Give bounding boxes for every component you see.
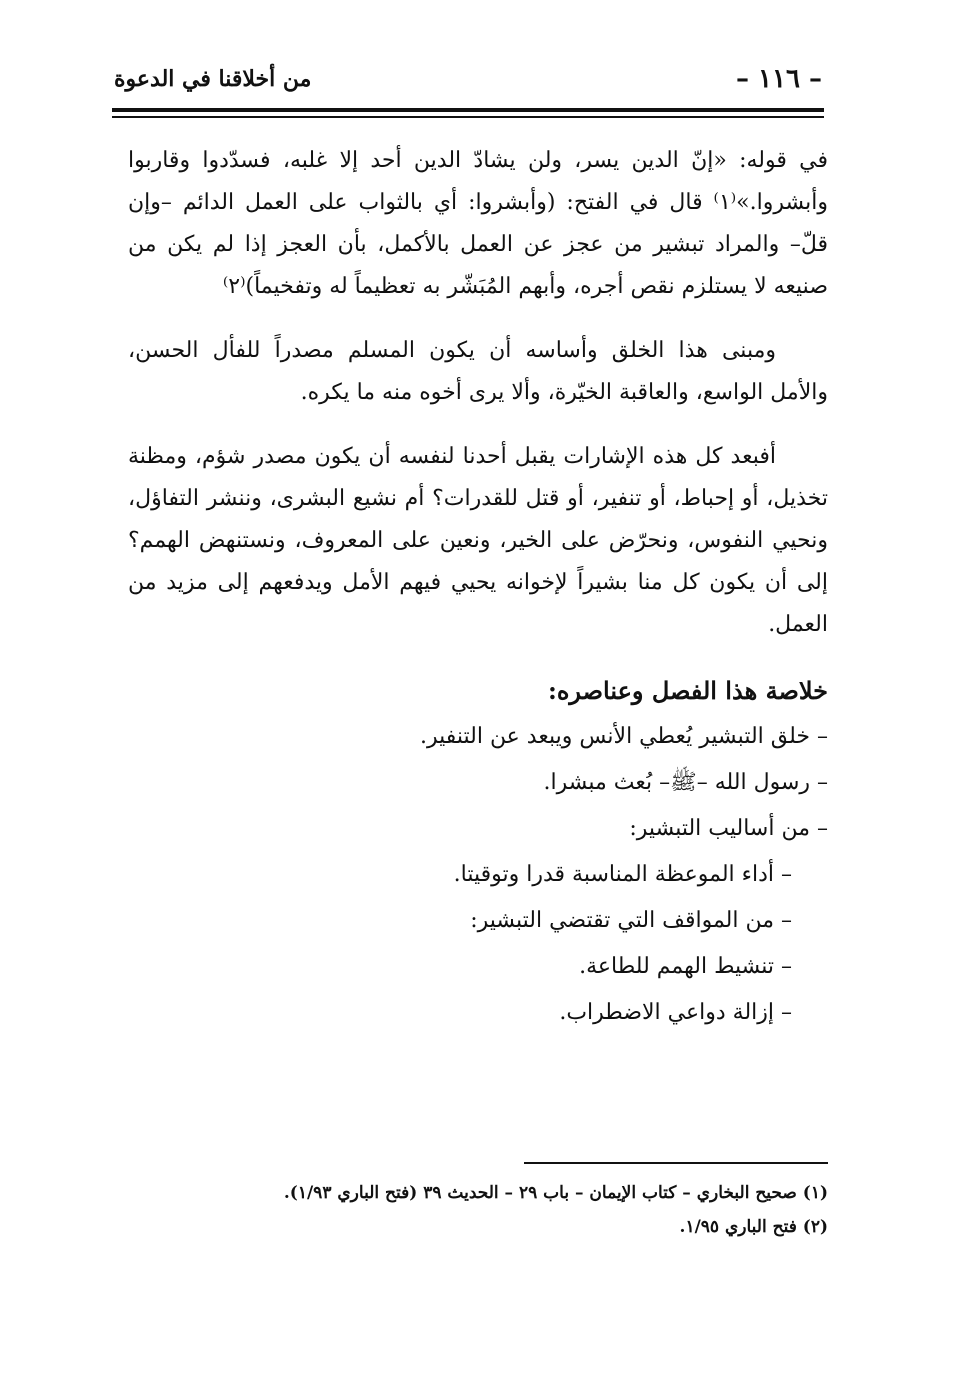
paragraph-3: أفبعد كل هذه الإشارات يقبل أحدنا لنفسه أن يكون مصدر شؤم، ومظنة تخذيل، أو إحباط، أو تنفير، أو قتل للقدرات؟ أم نشيع البشرى، وننشر التفاؤل، ونحيي النفوس، ونحرّض على الخير، ونعين على المعروف، ونستنهض الهمم؟ إلى أن يكون كل منا بشيراً لإخوانه يحيي فيهم الأمل ويدفعهم إلى مزيد من العمل. [128,444,828,637]
summary-sub-item: – أداء الموعظة المناسبة قدرا وتوقيتا. [453,862,792,887]
summary-list [128,714,828,1036]
summary-item: – من أساليب التبشير: [629,816,828,841]
header-rule-thick [112,108,824,112]
paragraph-2: ومبنى هذا الخلق وأساسه أن يكون المسلم مصدراً للفأل الحسن، والأمل الواسع، والعاقبة الخيّرة، وألا يرى أخوه منه ما يكره. [128,338,828,405]
summary-item: – رسول الله –ﷺ– بُعث مبشرا. [543,770,828,795]
header-rule-thin [112,116,824,118]
page-header [112,62,824,102]
summary-sub-item: – إزالة دواعي الاضطراب. [559,1000,792,1025]
footnote-separator [524,1162,828,1164]
running-title: من أخلاقنا في الدعوة [114,66,312,92]
footnotes [128,1176,828,1244]
summary-sub-item: – تنشيط الهمم للطاعة. [579,954,792,979]
summary-sub-item: – من المواقف التي تقتضي التبشير: [470,908,792,933]
paragraph-1: في قوله: «إنّ الدين يسر، ولن يشادّ الدين أحد إلا غلبه، فسدّدوا وقاربوا وأبشروا.»⁽١⁾ قال في الفتح: (وأبشروا: أي بالثواب على العمل الدائم –وإن قلّ– والمراد تبشير من عجز عن العمل بالأكمل، بأن العجز إذا لم يكن من صنيعه لا يستلزم نقص أجره، وأبهم المُبَشّر به تعظيماً له وتفخيماً)⁽٢⁾ [128,148,828,299]
body-text [128,140,828,1036]
page-number: – ١١٦ – [735,64,822,94]
summary-heading: خلاصة هذا الفصل وعناصره: [547,676,828,705]
summary-item: – خلق التبشير يُعطي الأنس ويبعد عن التنفير. [419,724,828,749]
footnote-1: (١) صحيح البخاري – كتاب الإيمان – باب ٢٩ – الحديث ٣٩ (فتح الباري ١/٩٣). [283,1183,828,1203]
footnote-2: (٢) فتح الباري ١/٩٥. [679,1217,828,1237]
